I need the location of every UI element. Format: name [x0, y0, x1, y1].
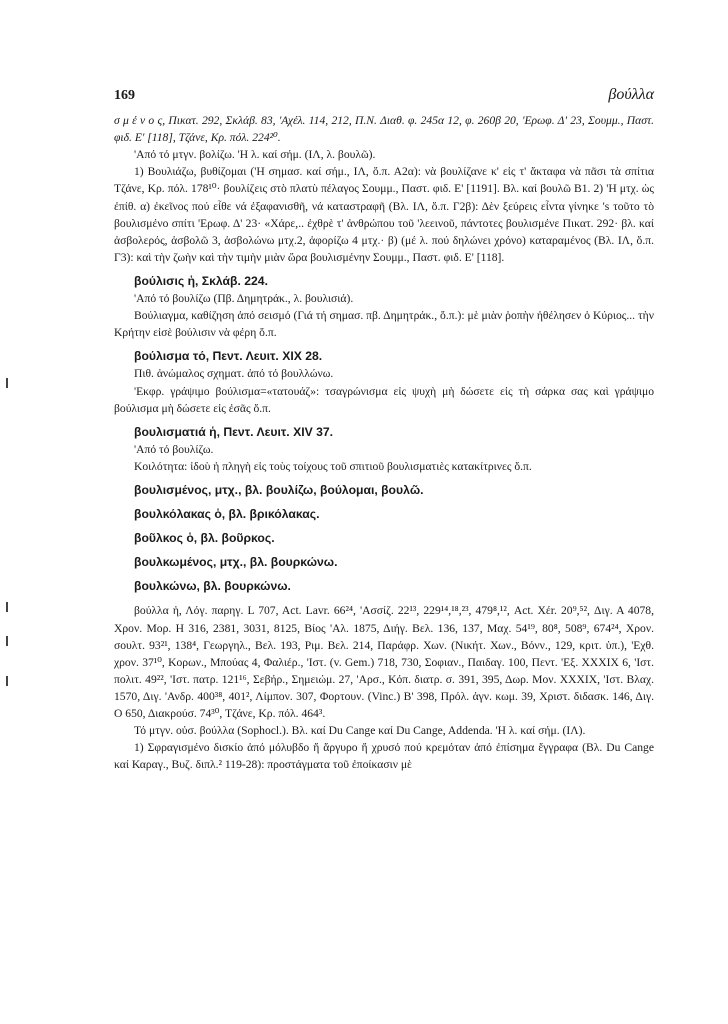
headword-entry: βοῦλκος ὁ, βλ. βοῦρκος. — [134, 531, 275, 546]
definition: 1) Σφραγισμένο δισκίο ἀπό μόλυβδο ἤ ἄργυρο ἤ χρυσό πού κρεμόταν ἀπό ἐπίσημα ἔγγραφα (Βλ. Du Cange καί Καραγ., Βυζ. διπλ.² 119-28): προστάγματα τοῦ ἐποίκασιν μὲ — [114, 741, 654, 772]
margin-mark — [6, 676, 8, 686]
expression: 'Εκφρ. γράψιμο βούλισμα=«τατουάζ»: τσαγρώνισμα εἰς ψυχὴ μὴ δώσετε εἰς τὴ σάρκα σας καὶ γράψιμο βούλισμα μὴ δώσετε εἰς ἐσᾶς ὅ.π. — [114, 384, 654, 415]
headword-entry: βούλισμα τό, Πεντ. Λευιτ. ΧΙΧ 28. — [134, 349, 323, 364]
page-header — [114, 86, 654, 104]
margin-mark — [6, 378, 8, 388]
definition: Κοιλότητα: ἰδοὺ ἡ πληγὴ εἰς τοὺς τοίχους τοῦ σπιτιοῦ βουλισματιὲς κατακίτρινες ὅ.π. — [134, 459, 532, 473]
citation-continuation: σ μ έ ν ο ς, Πικατ. 292, Σκλάβ. 83, 'Αχέλ. 114, 212, Π.Ν. Διαθ. φ. 245α 12, φ. 260β 20, 'Ερωφ. Δ' 23, Σουμμ., Παστ. φιδ. Ε' [118], Τζάνε, Κρ. πόλ. 224²⁰. — [114, 114, 654, 145]
margin-mark — [6, 602, 8, 612]
running-head: βούλλα — [608, 86, 654, 103]
headword-entry: βουλισματιά ἡ, Πεντ. Λευιτ. ΧΙV 37. — [134, 424, 334, 439]
etymology: 'Από τό μτγν. βολίζω. 'Η λ. καί σήμ. (ΙΛ, λ. βουλῶ). — [134, 148, 376, 162]
etymology: 'Από τό βουλίζω (Πβ. Δημητράκ., λ. βουλισιά). — [134, 292, 354, 306]
definition: 1) Βουλιάζω, βυθίζομαι ('Η σημασ. καί σήμ., ΙΛ, ὅ.π. Α2α): νὰ βουλίζανε κ' εἰς τ' ἄκταφα νὰ πᾶσι τὰ σπίτια Τζάνε, Κρ. πόλ. 178¹⁰· βουλίζεις στὸ πλατὺ πέλαγος Σουμμ., Παστ. φιδ. Ε' [1191]. Βλ. καί βουλῶ Β1. 2) 'Η μτχ. ὡς ἐπίθ. α) ἐκεῖνος πού εἶθε νά ἐξαφανισθῆ, νά καταστραφῆ (Βλ. ΙΛ, ὅ.π. Γ2β): Δὲν ξεύρεις εἶντα γίνηκε 's τοῦτο τὸ βουλισμένο σπίτι 'Ερωφ. Δ' 23· «Χάρε,.. ἐχθρὲ τ' ἀνθρώπου τοῦ 'λεεινοῦ, πάντοτες βουλισμένε Πικατ. 292· βλ. καί ἀσβολερός, ἀσβολῶ 3, ἀσβολώνω μτχ.2, ἀφορίζω 4 μτχ.· β) (μέ λ. πού δηλώνει χρόνο) καταραμένος (Βλ. ΙΛ, ὅ.π. Γ3): καὶ τὴν ζωὴν καὶ τὴν τιμὴν μιὰν ὥρα βουλισμένην Σουμμ., Παστ. φιδ. Ε' [118]. — [114, 165, 654, 264]
headword-entry: βούλισις ἡ, Σκλάβ. 224. — [134, 273, 268, 288]
dictionary-page — [114, 86, 654, 773]
headword-entry-main: βούλλα ἡ, Λόγ. παρηγ. L 707, Act. Lavr. 66²⁴, 'Ασσίζ. 22¹³, 229¹⁴,¹⁸,²³, 479⁸,¹², Act. Xέr. 20⁹,⁵², Διγ. Α 4078, Χρον. Μορ. Η 316, 2381, 3031, 8125, Βίος 'Αλ. 1875, Διήγ. Βελ. 136, 137, Μαχ. 54¹⁹, 80⁸, 508⁹, 674²⁴, Χρον. σουλτ. 93²¹, 138⁴, Γεωργηλ., Βελ. 193, Ριμ. Βελ. 214, Παράφρ. Χων. (Νικήτ. Χων., Βόνν., 129, κριτ. ὑπ.), 'Εχθ. χρον. 37¹⁰, Κορων., Μπούας 4, Φαλιέρ., 'Ιστ. (v. Gem.) 718, 730, Σοφιαν., Παιδαγ. 100, Πεντ. 'Εξ. ΧΧΧΙΧ 6, 'Ιστ. πολιτ. 49²², 'Ιστ. πατρ. 121¹⁶, Σεβήρ., Σημειώμ. 27, 'Αρσ., Κόπ. διατρ. σ. 391, 395, Δωρ. Μον. ΧΧΧΙΧ, 'Ιστ. Βλαχ. 1570, Διγ. 'Ανδρ. 400³⁸, 401², Λίμπον. 307, Φορτουν. (Vinc.) Β' 398, Πρόλ. ἀγν. κωμ. 39, Χριστ. διδασκ. 146, Διγ. Ο 650, Διακρούσ. 74³⁰, Τζάνε, Κρ. πόλ. 464³. — [114, 604, 654, 720]
margin-mark — [6, 636, 8, 646]
headword-entry: βουλκώνω, βλ. βουρκώνω. — [134, 579, 291, 594]
etymology: Πιθ. ἀνώμαλος σχηματ. ἀπό τό βουλλώνω. — [134, 367, 334, 381]
page-number: 169 — [114, 88, 135, 103]
headword-entry: βουλκωμένος, μτχ., βλ. βουρκώνω. — [134, 555, 338, 570]
headword-entry: βουλκόλακας ὁ, βλ. βρικόλακας. — [134, 507, 320, 522]
etymology: 'Από τό βουλίζω. — [134, 442, 214, 456]
headword-entry: βουλισμένος, μτχ., βλ. βουλίζω, βούλομαι, βουλῶ. — [134, 482, 424, 497]
definition: Βούλιαγμα, καθίζηση ἀπό σεισμό (Γιά τή σημασ. πβ. Δημητράκ., ὅ.π.): μὲ μιὰν ῥοπὴν ἠθέλησεν ὁ Κύριος... τὴν Κρήτην εἰσὲ βούλισιν νὰ φέρη ὅ.π. — [114, 309, 654, 340]
etymology: Τό μτγν. οὐσ. βούλλα (Sophocl.). Βλ. καί Du Cange καί Du Cange, Addenda. 'Η λ. καί σήμ. (ΙΛ). — [134, 724, 586, 738]
